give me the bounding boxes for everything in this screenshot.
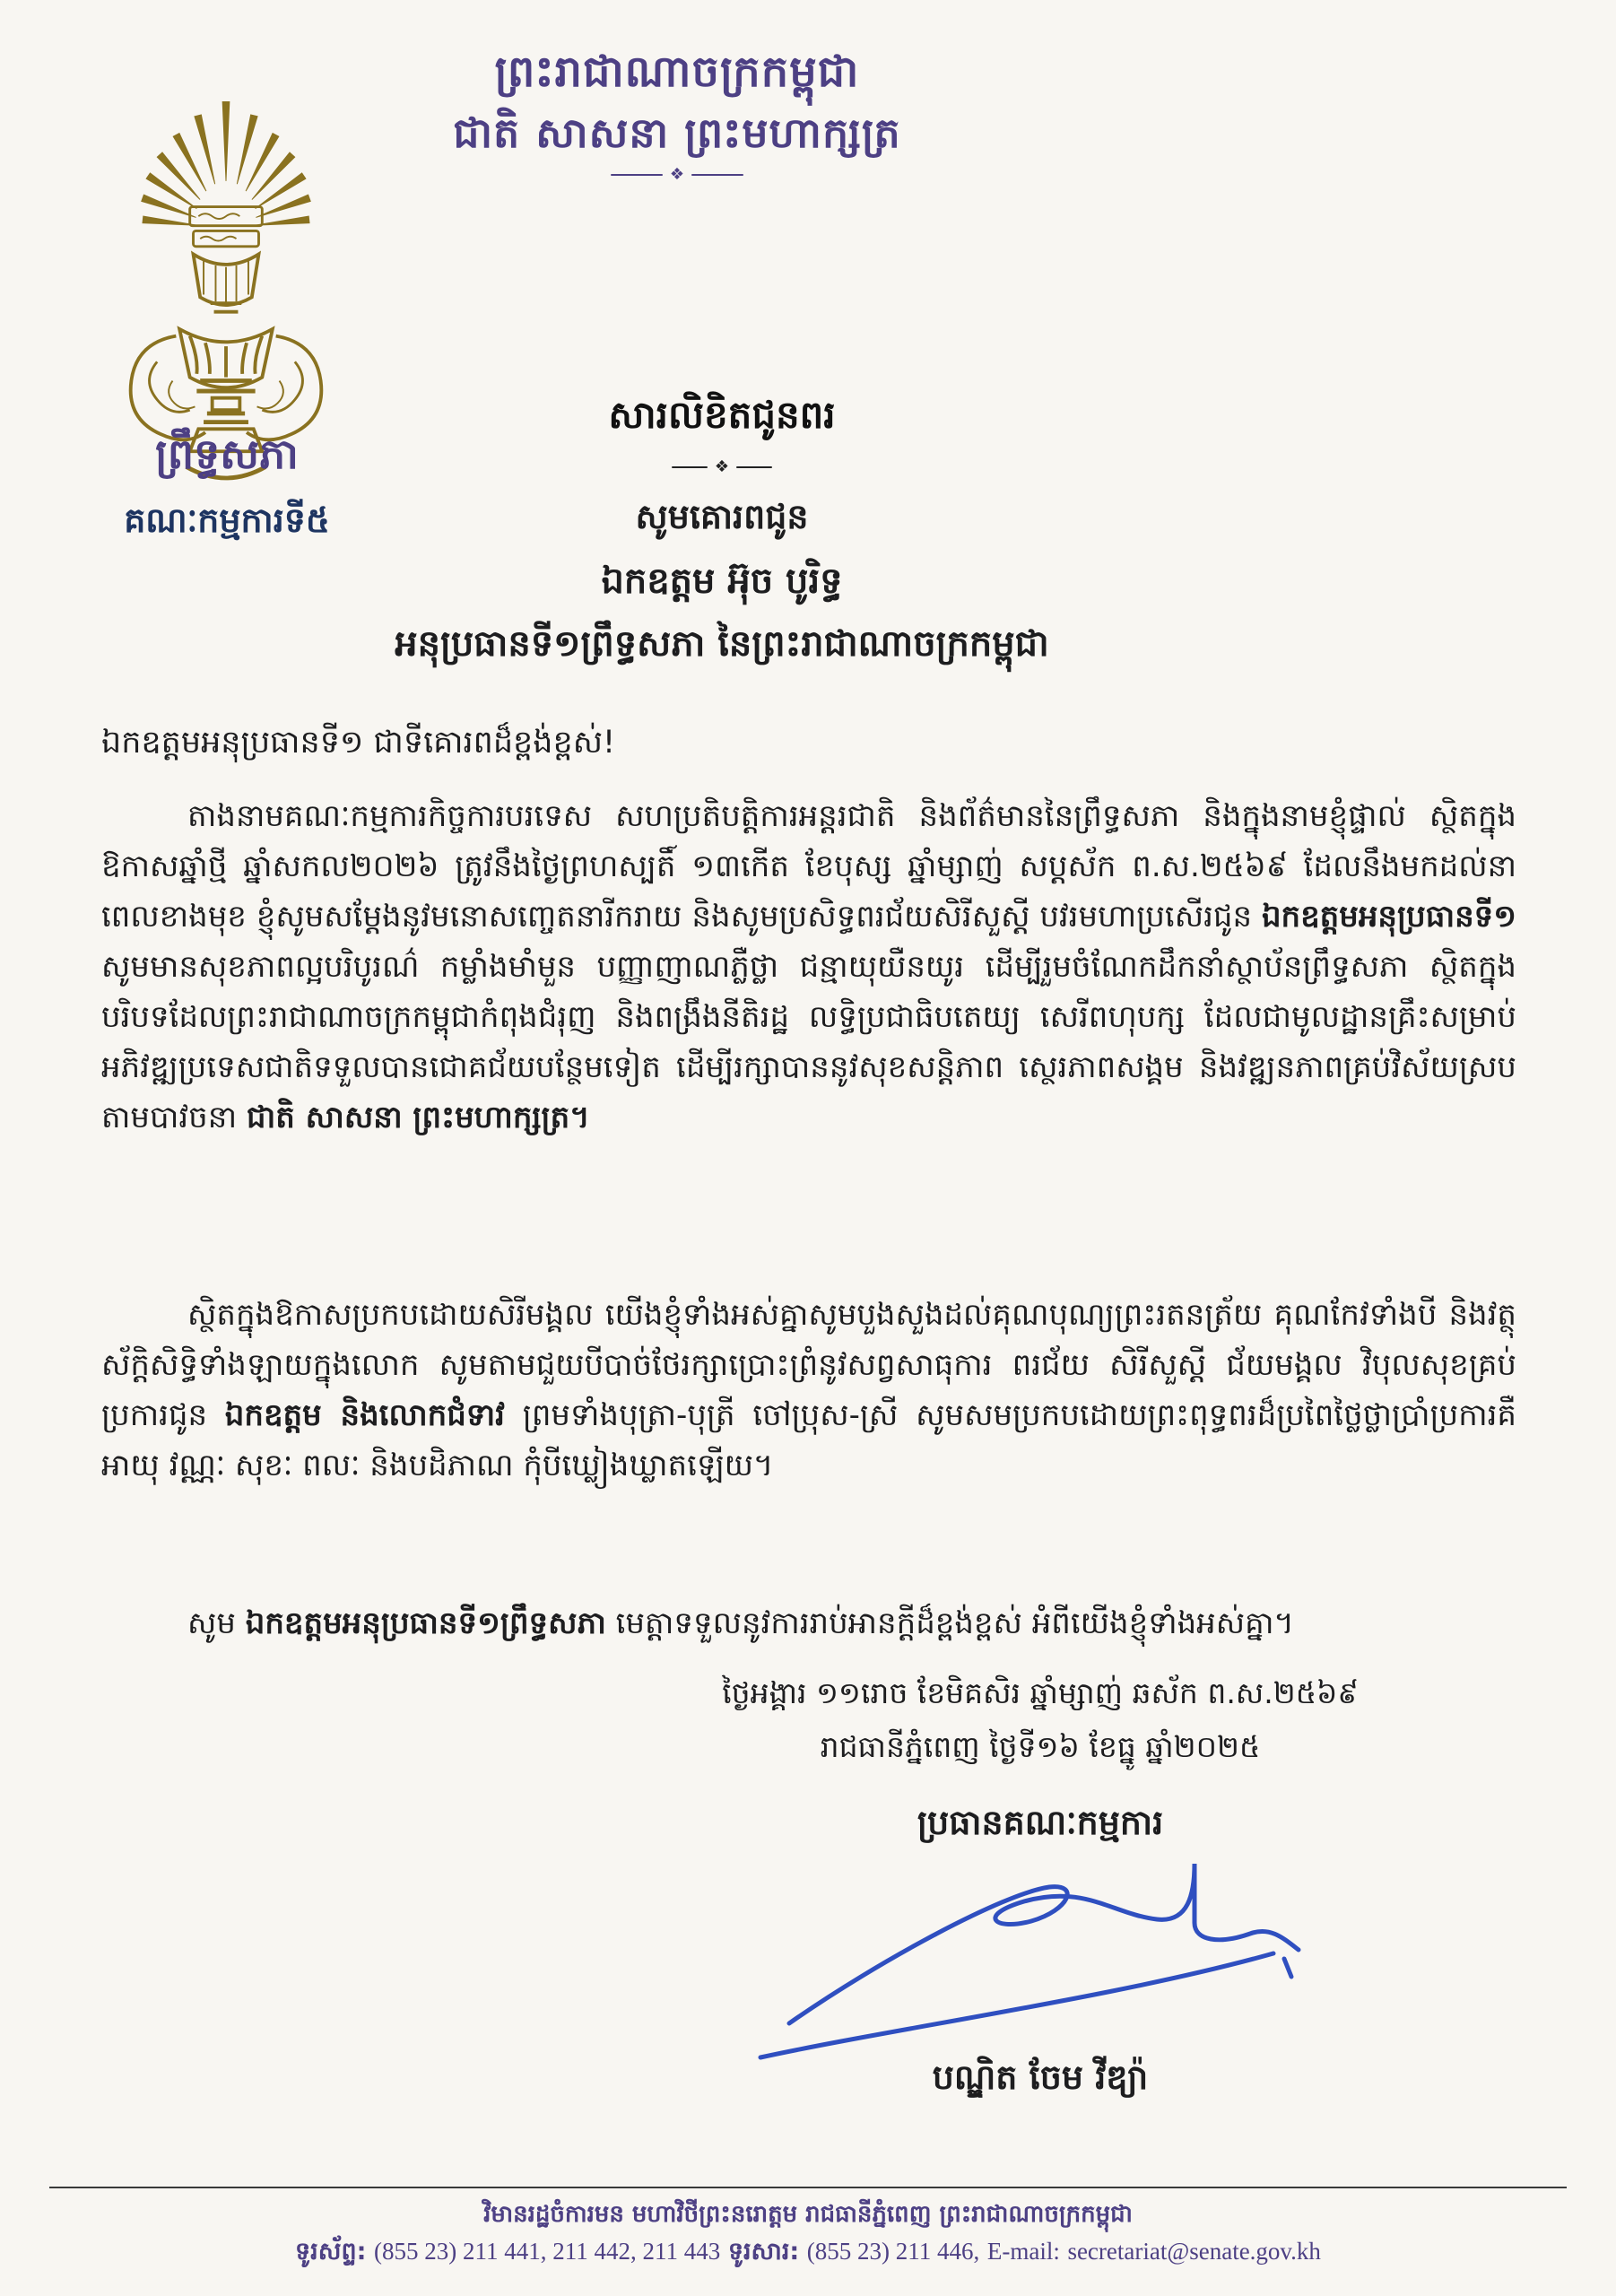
recipient-title: អនុប្រធានទី១ព្រឹទ្ធសភា នៃព្រះរាជាណាចក្រកម្ពុជា: [395, 623, 1049, 665]
letter-title: សារលិខិតជូនពរ: [608, 393, 836, 437]
header-ornament-icon: ❖: [0, 167, 1354, 183]
signature-stroke-icon: [735, 1844, 1327, 2068]
fax-numbers: (855 23) 211 446,: [806, 2238, 980, 2265]
salutation-line: ឯកឧត្តមអនុប្រធានទី១ ជាទីគោរពដ៏ខ្ពង់ខ្ពស់!: [101, 725, 616, 761]
phone-numbers: (855 23) 211 441, 211 442, 211 443: [374, 2238, 721, 2265]
gregorian-date: រាជធានីភ្នំពេញ ថ្ងៃទី១៦ ខែធ្នូ ឆ្នាំ២០២៥: [820, 1729, 1261, 1764]
footer-address: វិមានរដ្ឋចំការមន មហាវិថីព្រះនរោត្តម រាជធានីភ្នំពេញ ព្រះរាជាណាចក្រកម្ពុជា: [483, 2201, 1133, 2228]
footer-divider: [49, 2187, 1567, 2188]
lunar-date: ថ្ងៃអង្គារ ១១រោច ខែមិគសិរ ឆ្នាំម្សាញ់ ឆស័ក ព.ស.២៥៦៩: [722, 1675, 1359, 1710]
footer-contacts: [0, 2237, 1616, 2272]
signer-name: បណ្ឌិត ចែម វីឌ្យ៉ា: [932, 2057, 1149, 2097]
signer-title: ប្រធានគណៈកម្មការ: [917, 1803, 1164, 1842]
body-paragraph-1: តាងនាមគណៈកម្មការកិច្ចការបរទេស សហប្រតិបត្តិការអន្តរជាតិ និងព័ត៌មាននៃព្រឹទ្ធសភា និងក្នុងនាមខ្ញុំផ្ទាល់ ស្ថិតក្នុងឱកាសឆ្នាំថ្មី ឆ្នាំសកល២០២៦ ត្រូវនឹងថ្ងៃព្រហស្បតិ៍ ១៣កើត ខែបុស្ស ឆ្នាំម្សាញ់ សប្តស័ក ព.ស.២៥៦៩ ដែលនឹងមកដល់នាពេលខាងមុខ ខ្ញុំសូមសម្តែងនូវមនោសញ្ចេតនារីករាយ និងសូមប្រសិទ្ធពរជ័យសិរីសួស្តី បវរមហាប្រសើរជូន ឯកឧត្តមអនុប្រធានទី១ សូមមានសុខភាពល្អបរិបូរណ៌ កម្លាំងមាំមួន បញ្ញាញាណភ្លឺថ្លា ជន្មាយុយឺនយូរ ដើម្បីរួមចំណែកដឹកនាំស្ថាប័នព្រឹទ្ធសភា ស្ថិតក្នុងបរិបទដែលព្រះរាជាណាចក្រកម្ពុជាកំពុងជំរុញ និងពង្រឹងនីតិរដ្ឋ លទ្ធិប្រជាធិបតេយ្យ សេរីពហុបក្ស ដែលជាមូលដ្ឋានគ្រឹះសម្រាប់អភិវឌ្ឍប្រទេសជាតិទទួលបានជោគជ័យបន្ថែមទៀត ដើម្បីរក្សាបាននូវសុខសន្តិភាព ស្ថេរភាពសង្គម និងវឌ្ឍនភាពគ្រប់វិស័យស្របតាមបាវចនា ជាតិ សាសនា ព្រះមហាក្សត្រ។: [101, 798, 1516, 1135]
email-label: E-mail:: [986, 2238, 1060, 2265]
kingdom-title: ព្រះរាជាណាចក្រកម្ពុជា: [494, 47, 860, 97]
title-ornament-icon: ❖: [0, 459, 1444, 475]
date-block: [708, 1666, 1372, 1774]
org-name: ព្រឹទ្ធសភា: [155, 430, 299, 478]
body-paragraph-2: ស្ថិតក្នុងឱកាសប្រកបដោយសិរីមង្គល យើងខ្ញុំទាំងអស់គ្នាសូមបួងសួងដល់គុណបុណ្យព្រះរតនត្រ័យ គុណកែវទាំងបី និងវត្ថុស័ក្តិសិទ្ធិទាំងឡាយក្នុងលោក សូមតាមជួយបីបាច់ថែរក្សាប្រោះព្រំនូវសព្វសាធុការ ពរជ័យ សិរីសួស្តី ជ័យមង្គល វិបុលសុខគ្រប់ប្រការជូន ឯកឧត្តម និងលោកជំទាវ ព្រមទាំងបុត្រា-បុត្រី ចៅប្រុស-ស្រី សូមសមប្រកបដោយព្រះពុទ្ធពរដ៏ប្រពៃថ្លៃថ្លាប្រាំប្រការគឺ អាយុ វណ្ណៈ សុខៈ ពលៈ និងបដិភាណ កុំបីឃ្លៀងឃ្លាតឡើយ។: [101, 1297, 1516, 1483]
commission-name: គណៈកម្មការទី៥: [124, 500, 330, 540]
national-motto: ជាតិ សាសនា ព្រះមហាក្សត្រ: [453, 109, 901, 157]
salute-intro: សូមគោរពជូន: [635, 497, 809, 536]
fax-label: ទូរសារ:: [727, 2238, 800, 2266]
email-address: secretariat@senate.gov.kh: [1067, 2238, 1321, 2265]
closing-line: សូម ឯកឧត្តមអនុប្រធានទី១ព្រឹទ្ធសភា មេត្តាទទួលនូវការរាប់អានក្តីដ៏ខ្ពង់ខ្ពស់ អំពីយើងខ្ញុំទាំងអស់គ្នា។: [187, 1605, 1294, 1641]
phone-label: ទូរស័ព្ទ:: [295, 2238, 367, 2266]
recipient-name: ឯកឧត្តម អ៊ុច បូរិទ្ធ: [601, 561, 843, 602]
